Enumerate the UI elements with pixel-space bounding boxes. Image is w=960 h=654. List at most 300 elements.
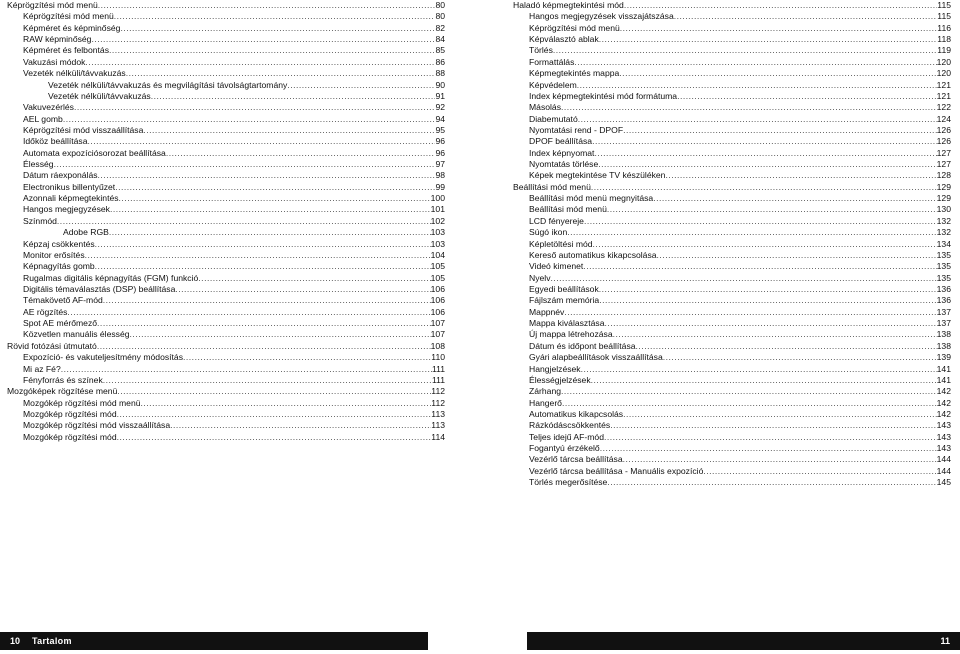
toc-entry[interactable]: [513, 91, 951, 102]
toc-entry-title: Képnagyítás gomb: [23, 261, 95, 272]
toc-entry-title: Törlés: [529, 45, 553, 56]
toc-entry[interactable]: [7, 34, 445, 45]
toc-leader-dots: [141, 398, 432, 409]
toc-entry-title: LCD fényereje: [529, 215, 584, 226]
toc-leader-dots: [114, 11, 436, 22]
toc-entry[interactable]: [7, 182, 445, 193]
toc-entry-page: 145: [936, 477, 951, 488]
toc-leader-dots: [67, 307, 430, 318]
toc-entry[interactable]: [513, 261, 951, 272]
toc-entry-title: Másolás: [529, 102, 561, 113]
toc-leader-dots: [594, 148, 936, 159]
toc-entry-page: 126: [936, 124, 951, 135]
toc-entry[interactable]: [513, 125, 951, 136]
toc-entry[interactable]: [7, 375, 445, 386]
toc-leader-dots: [170, 420, 431, 431]
toc-entry-title: Vezeték nélküli/távvakuzás: [23, 68, 126, 79]
toc-entry-page: 139: [936, 352, 951, 363]
toc-entry[interactable]: [513, 23, 951, 34]
toc-entry-page: 115: [937, 0, 951, 10]
toc-entry-title: Mozgókép rögzítési mód visszaállítása: [23, 420, 171, 431]
toc-entry-title: Nyomtatási rend - DPOF: [529, 124, 624, 135]
toc-entry-page: 96: [435, 136, 445, 147]
toc-entry[interactable]: [513, 114, 951, 125]
toc-entry-title: RAW képminőség: [23, 34, 92, 45]
toc-entry-page: 116: [937, 22, 951, 33]
toc-entry-page: 85: [435, 45, 445, 56]
toc-entry[interactable]: [7, 295, 445, 306]
toc-entry-page: 110: [431, 352, 445, 363]
toc-entry-title: Beállítási mód menü megnyitása: [529, 193, 654, 204]
toc-entry-page: 84: [435, 34, 445, 45]
toc-leader-dots: [85, 250, 431, 261]
toc-entry-page: 132: [936, 215, 951, 226]
toc-entry-title: Időköz beállítása: [23, 136, 88, 147]
toc-leader-dots: [663, 352, 937, 363]
toc-entry-page: 126: [936, 136, 951, 147]
toc-leader-dots: [600, 443, 937, 454]
toc-entry-title: Közvetlen manuális élesség: [23, 329, 130, 340]
toc-entry[interactable]: [513, 443, 951, 454]
toc-entry-page: 105: [430, 272, 445, 283]
toc-entry[interactable]: [7, 239, 445, 250]
toc-entry[interactable]: [513, 454, 951, 465]
toc-entry-page: 136: [936, 295, 951, 306]
toc-entry-title: Index képmegtekintési mód formátuma: [529, 90, 678, 101]
toc-entry-page: 113: [431, 408, 445, 419]
toc-entry-title: Képrögzítési mód visszaállítása: [23, 124, 144, 135]
toc-entry-title: Rövid fotózási útmutató: [7, 340, 97, 351]
toc-leader-dots: [657, 250, 937, 261]
toc-entry-page: 112: [431, 397, 445, 408]
toc-entry-page: 120: [936, 68, 951, 79]
toc-entry-page: 111: [431, 374, 445, 385]
toc-entry-title: Mozgókép rögzítési mód: [23, 431, 117, 442]
toc-entry-page: 129: [936, 181, 951, 192]
toc-entry[interactable]: [513, 45, 951, 56]
toc-leader-dots: [613, 329, 937, 340]
toc-entry-page: 121: [936, 90, 951, 101]
toc-entry[interactable]: [7, 80, 445, 91]
toc-entry-title: Képválasztó ablak: [529, 34, 599, 45]
toc-entry-title: Videó kimenet: [529, 261, 584, 272]
toc-entry-title: Electronikus billentyűzet: [23, 181, 116, 192]
toc-entry-page: 120: [936, 56, 951, 67]
toc-entry[interactable]: [7, 159, 445, 170]
toc-entry[interactable]: [513, 0, 951, 11]
toc-entry-title: Vezérlő tárcsa beállítása: [529, 454, 623, 465]
toc-leader-dots: [599, 34, 938, 45]
toc-leader-dots: [120, 23, 435, 34]
toc-entry[interactable]: [513, 170, 951, 181]
toc-entry-title: Automatikus kikapcsolás: [529, 408, 624, 419]
toc-entry-title: Expozíció- és vakuteljesítmény módosítás: [23, 352, 184, 363]
toc-entry-title: Dátum és időpont beállítása: [529, 340, 636, 351]
toc-entry[interactable]: [7, 227, 445, 238]
toc-leader-dots: [110, 204, 431, 215]
toc-entry[interactable]: [7, 23, 445, 34]
footer-bar-left: [0, 632, 428, 650]
toc-entry-page: 112: [431, 386, 445, 397]
toc-entry[interactable]: [513, 68, 951, 79]
toc-entry[interactable]: [7, 102, 445, 113]
toc-leader-dots: [97, 318, 431, 329]
toc-entry-page: 111: [431, 363, 445, 374]
toc-entry[interactable]: [513, 284, 951, 295]
toc-entry[interactable]: [513, 80, 951, 91]
toc-entry[interactable]: [7, 91, 445, 102]
toc-leader-dots: [151, 91, 436, 102]
toc-entry-page: 127: [936, 147, 951, 158]
toc-entry-title: Képrögzítési mód menü: [23, 11, 114, 22]
toc-leader-dots: [109, 45, 435, 56]
toc-entry-title: Képzaj csökkentés: [23, 238, 95, 249]
toc-leader-dots: [623, 125, 937, 136]
toc-leader-dots: [592, 136, 937, 147]
toc-entry-page: 104: [430, 249, 445, 260]
toc-entry-title: Hangerő: [529, 397, 562, 408]
toc-leader-dots: [636, 341, 937, 352]
toc-entry-title: Vezeték nélküli/távvakuzás: [48, 90, 151, 101]
toc-leader-dots: [54, 159, 436, 170]
toc-entry[interactable]: [7, 216, 445, 227]
toc-entry-page: 124: [936, 113, 951, 124]
toc-entry-title: Fogantyú érzékelő: [529, 443, 600, 454]
toc-entry-page: 142: [936, 397, 951, 408]
toc-leader-dots: [562, 398, 937, 409]
toc-leader-dots: [103, 375, 432, 386]
toc-entry-page: 97: [435, 159, 445, 170]
toc-entry[interactable]: [7, 250, 445, 261]
toc-leader-dots: [117, 409, 432, 420]
toc-entry-title: Formattálás: [529, 56, 575, 67]
toc-entry-title: Hangos megjegyzések: [23, 204, 110, 215]
toc-entry[interactable]: [7, 193, 445, 204]
toc-entry-title: Vezeték nélküli/távvakuzás és megvilágítási távolságtartomány: [48, 79, 288, 90]
toc-entry-page: 132: [936, 227, 951, 238]
toc-entry-title: Képméret és felbontás: [23, 45, 109, 56]
toc-entry-page: 137: [936, 306, 951, 317]
toc-entry-page: 80: [435, 11, 445, 22]
toc-leader-dots: [88, 136, 436, 147]
toc-entry[interactable]: [513, 352, 951, 363]
toc-entry[interactable]: [513, 193, 951, 204]
toc-entry-title: Hangjelzések: [529, 363, 581, 374]
toc-entry-page: 138: [936, 340, 951, 351]
toc-entry[interactable]: [7, 273, 445, 284]
toc-leader-dots: [98, 0, 436, 11]
toc-leader-dots: [591, 375, 937, 386]
toc-entry[interactable]: [7, 114, 445, 125]
toc-leader-dots: [703, 466, 936, 477]
toc-entry-page: 113: [431, 420, 445, 431]
toc-entry-title: Képrögzítési mód menü: [7, 0, 98, 10]
toc-entry[interactable]: [513, 11, 951, 22]
toc-entry[interactable]: [513, 102, 951, 113]
toc-entry[interactable]: [7, 420, 445, 431]
toc-leader-dots: [674, 11, 938, 22]
toc-entry-title: Képvédelem: [529, 79, 577, 90]
toc-entry[interactable]: [7, 45, 445, 56]
toc-leader-dots: [74, 102, 435, 113]
toc-leader-dots: [564, 307, 936, 318]
toc-entry-title: Monitor erősítés: [23, 249, 85, 260]
toc-entry[interactable]: [513, 227, 951, 238]
toc-entry-page: 143: [936, 420, 951, 431]
toc-entry[interactable]: [7, 432, 445, 443]
footer-bar-right: [527, 632, 960, 650]
toc-entry-page: 137: [936, 318, 951, 329]
toc-entry-title: Zárhang: [529, 386, 562, 397]
toc-leader-dots: [166, 148, 436, 159]
toc-entry-page: 144: [936, 465, 951, 476]
toc-leader-dots: [57, 216, 431, 227]
toc-entry[interactable]: [513, 136, 951, 147]
toc-entry[interactable]: [7, 204, 445, 215]
toc-entry-title: Törlés megerősítése: [529, 477, 608, 488]
toc-entry-title: Kereső automatikus kikapcsolása: [529, 249, 657, 260]
toc-entry[interactable]: [513, 420, 951, 431]
toc-entry[interactable]: [513, 409, 951, 420]
page-number-right: 11: [940, 636, 950, 646]
footer-section-title: Tartalom: [32, 636, 72, 646]
toc-entry-title: Egyedi beállítások: [529, 283, 599, 294]
toc-left-column: [7, 0, 445, 443]
toc-entry-page: 135: [936, 272, 951, 283]
toc-entry-page: 141: [936, 374, 951, 385]
toc-entry-page: 106: [430, 306, 445, 317]
toc-leader-dots: [624, 0, 937, 11]
toc-leader-dots: [620, 23, 938, 34]
toc-entry-title: Színmód: [23, 215, 57, 226]
toc-entry-page: 142: [936, 386, 951, 397]
toc-entry[interactable]: [513, 182, 951, 193]
toc-entry-page: 105: [430, 261, 445, 272]
toc-entry[interactable]: [7, 125, 445, 136]
toc-entry-title: Vezérlő tárcsa beállítása - Manuális expozíció: [529, 465, 704, 476]
toc-entry-page: 130: [936, 204, 951, 215]
toc-entry[interactable]: [513, 204, 951, 215]
toc-entry-title: AE rögzítés: [23, 306, 68, 317]
toc-entry-title: Súgó ikon: [529, 227, 568, 238]
toc-entry-page: 106: [430, 283, 445, 294]
toc-entry-page: 107: [430, 329, 445, 340]
toc-entry[interactable]: [513, 398, 951, 409]
toc-entry-page: 114: [431, 431, 445, 442]
toc-entry-page: 98: [435, 170, 445, 181]
toc-entry[interactable]: [7, 352, 445, 363]
toc-entry-title: Mappa kiválasztása: [529, 318, 605, 329]
toc-entry-title: Nyomtatás törlése: [529, 159, 599, 170]
toc-entry[interactable]: [7, 148, 445, 159]
toc-entry-title: Élességjelzések: [529, 374, 591, 385]
toc-entry[interactable]: [513, 148, 951, 159]
toc-entry-title: Haladó képmegtekintési mód: [513, 0, 624, 10]
toc-entry[interactable]: [7, 261, 445, 272]
toc-entry[interactable]: [7, 386, 445, 397]
toc-leader-dots: [119, 193, 431, 204]
toc-leader-dots: [653, 193, 936, 204]
toc-entry[interactable]: [513, 57, 951, 68]
toc-entry[interactable]: [513, 295, 951, 306]
toc-entry[interactable]: [7, 307, 445, 318]
toc-leader-dots: [287, 80, 435, 91]
toc-entry-page: 141: [936, 363, 951, 374]
toc-entry[interactable]: [7, 11, 445, 22]
toc-leader-dots: [584, 216, 937, 227]
toc-leader-dots: [117, 432, 432, 443]
toc-leader-dots: [95, 239, 431, 250]
toc-leader-dots: [183, 352, 431, 363]
toc-entry-title: Képrögzítési mód menü: [529, 22, 620, 33]
toc-entry-title: Digitális témaválasztás (DSP) beállítása: [23, 283, 176, 294]
toc-entry-page: 102: [430, 215, 445, 226]
toc-leader-dots: [98, 170, 436, 181]
toc-entry-title: Automata expozíciósorozat beállítása: [23, 147, 166, 158]
toc-leader-dots: [581, 364, 937, 375]
toc-entry[interactable]: [7, 341, 445, 352]
toc-entry-page: 142: [936, 408, 951, 419]
toc-entry-title: Fájlszám memória: [529, 295, 600, 306]
toc-leader-dots: [143, 125, 435, 136]
toc-entry-title: Diabemutató: [529, 113, 578, 124]
toc-leader-dots: [619, 68, 936, 79]
toc-entry[interactable]: [513, 318, 951, 329]
toc-leader-dots: [577, 80, 937, 91]
toc-entry[interactable]: [513, 250, 951, 261]
toc-entry[interactable]: [7, 57, 445, 68]
toc-entry-title: Képek megtekintése TV készüléken: [529, 170, 666, 181]
toc-entry-title: Mozgókép rögzítési mód: [23, 408, 117, 419]
toc-leader-dots: [117, 386, 431, 397]
toc-leader-dots: [598, 159, 936, 170]
toc-leader-dots: [551, 273, 937, 284]
toc-entry[interactable]: [513, 375, 951, 386]
toc-entry-title: Hangos megjegyzések visszajátszása: [529, 11, 674, 22]
toc-entry-page: 107: [430, 318, 445, 329]
toc-entry-page: 106: [430, 295, 445, 306]
toc-leader-dots: [623, 454, 937, 465]
toc-entry[interactable]: [513, 239, 951, 250]
toc-leader-dots: [91, 34, 435, 45]
toc-entry[interactable]: [513, 386, 951, 397]
toc-leader-dots: [61, 364, 432, 375]
toc-entry-page: 103: [430, 238, 445, 249]
toc-leader-dots: [109, 227, 431, 238]
toc-entry-page: 91: [435, 90, 445, 101]
toc-entry[interactable]: [7, 0, 445, 11]
toc-leader-dots: [574, 57, 936, 68]
toc-entry[interactable]: [7, 284, 445, 295]
toc-leader-dots: [677, 91, 937, 102]
toc-leader-dots: [97, 341, 431, 352]
toc-entry-page: 129: [936, 193, 951, 204]
toc-entry-title: Új mappa létrehozása: [529, 329, 613, 340]
toc-right-column: [513, 0, 951, 488]
toc-entry[interactable]: [513, 329, 951, 340]
toc-entry-title: Gyári alapbeállítások visszaállítása: [529, 352, 663, 363]
toc-leader-dots: [103, 295, 431, 306]
toc-entry[interactable]: [7, 398, 445, 409]
toc-entry-page: 103: [430, 227, 445, 238]
toc-entry-page: 86: [435, 56, 445, 67]
toc-entry[interactable]: [7, 318, 445, 329]
toc-leader-dots: [599, 295, 936, 306]
toc-leader-dots: [593, 239, 937, 250]
toc-entry-title: Képletöltési mód: [529, 238, 593, 249]
toc-entry[interactable]: [7, 68, 445, 79]
toc-entry-page: 96: [435, 147, 445, 158]
toc-entry-page: 95: [435, 124, 445, 135]
toc-entry-title: AEL gomb: [23, 113, 63, 124]
toc-entry[interactable]: [513, 307, 951, 318]
toc-entry-title: Témakövető AF-mód: [23, 295, 103, 306]
toc-entry-title: Beállítási mód menü: [513, 181, 591, 192]
toc-entry[interactable]: [513, 477, 951, 488]
page-number-left: 10: [10, 636, 21, 646]
toc-entry[interactable]: [513, 273, 951, 284]
toc-entry-page: 92: [435, 102, 445, 113]
toc-entry[interactable]: [513, 466, 951, 477]
toc-entry[interactable]: [7, 136, 445, 147]
toc-entry-title: Mozgóképek rögzítése menü: [7, 386, 118, 397]
toc-entry[interactable]: [7, 329, 445, 340]
toc-entry[interactable]: [513, 364, 951, 375]
toc-entry-title: Mi az Fé?: [23, 363, 61, 374]
toc-entry-page: 138: [936, 329, 951, 340]
toc-entry-page: 108: [430, 340, 445, 351]
toc-leader-dots: [95, 261, 431, 272]
toc-leader-dots: [85, 57, 435, 68]
toc-leader-dots: [126, 68, 436, 79]
toc-entry-page: 88: [435, 68, 445, 79]
toc-entry-page: 94: [435, 113, 445, 124]
toc-entry[interactable]: [7, 170, 445, 181]
toc-entry-page: 80: [435, 0, 445, 10]
toc-entry[interactable]: [7, 409, 445, 420]
toc-entry-page: 136: [936, 283, 951, 294]
toc-leader-dots: [561, 102, 937, 113]
toc-entry-page: 101: [430, 204, 445, 215]
toc-entry-page: 134: [936, 238, 951, 249]
toc-leader-dots: [115, 182, 435, 193]
toc-entry-title: Dátum ráexponálás: [23, 170, 98, 181]
toc-entry[interactable]: [513, 341, 951, 352]
toc-entry-page: 122: [936, 102, 951, 113]
toc-entry[interactable]: [513, 216, 951, 227]
toc-entry-title: Adobe RGB: [63, 227, 109, 238]
toc-leader-dots: [607, 477, 936, 488]
toc-entry-title: Fényforrás és színek: [23, 374, 103, 385]
toc-leader-dots: [63, 114, 436, 125]
toc-entry-page: 121: [936, 79, 951, 90]
toc-entry-page: 119: [937, 45, 951, 56]
toc-entry[interactable]: [513, 432, 951, 443]
toc-entry-page: 118: [937, 34, 951, 45]
toc-entry[interactable]: [7, 364, 445, 375]
toc-entry[interactable]: [513, 34, 951, 45]
toc-entry-title: Mozgókép rögzítési mód menü: [23, 397, 141, 408]
toc-leader-dots: [130, 329, 431, 340]
toc-entry-page: 143: [936, 431, 951, 442]
toc-entry-title: DPOF beállítása: [529, 136, 593, 147]
toc-entry[interactable]: [513, 159, 951, 170]
toc-leader-dots: [607, 204, 937, 215]
toc-entry-title: Spot AE mérőmező: [23, 318, 98, 329]
toc-entry-title: Nyelv: [529, 272, 551, 283]
toc-leader-dots: [567, 227, 936, 238]
toc-leader-dots: [604, 318, 936, 329]
